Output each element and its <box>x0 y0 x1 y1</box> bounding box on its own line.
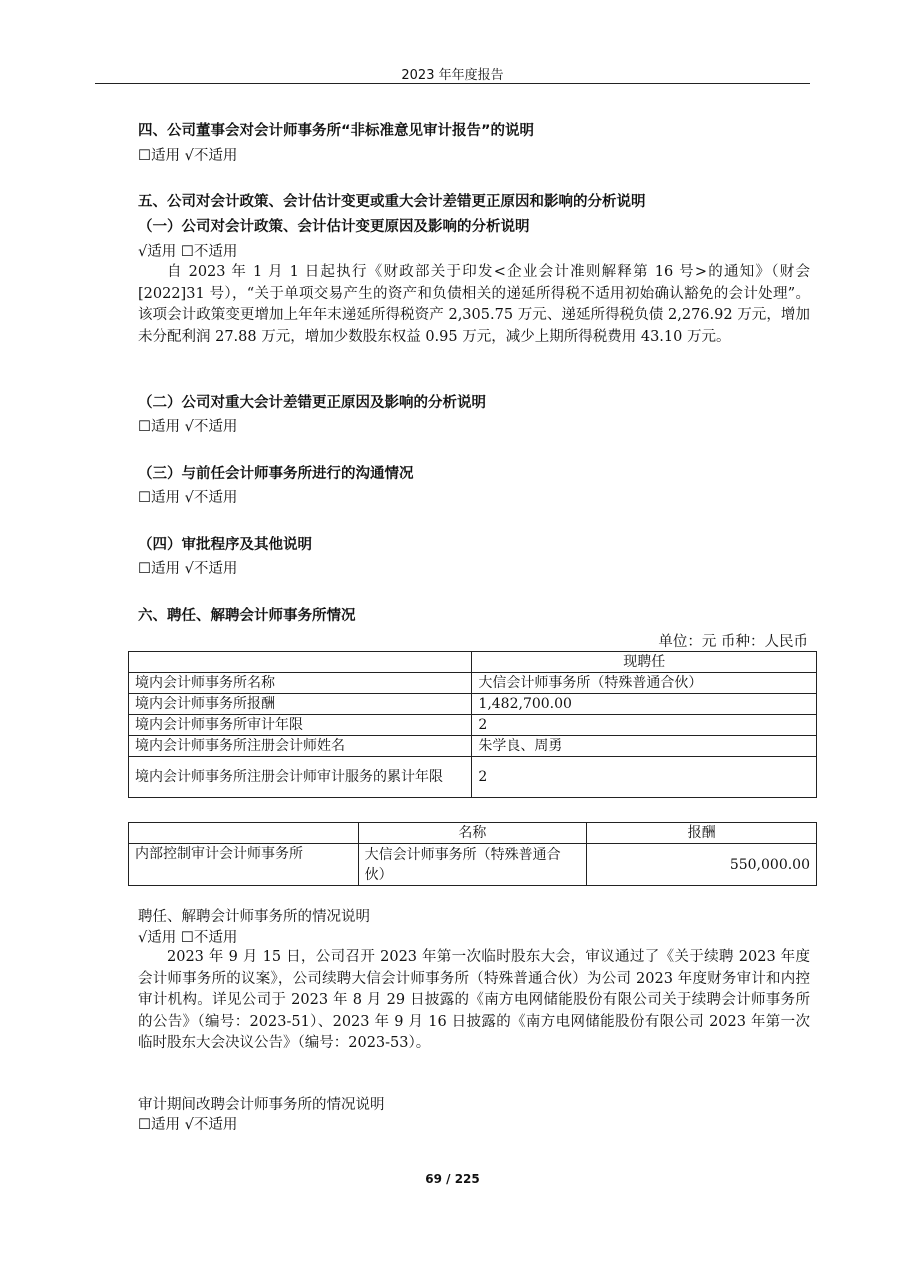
section-5-1-applicability: √适用 ☐不适用 <box>138 244 238 260</box>
section-5-2-applicability: ☐适用 √不适用 <box>138 419 238 435</box>
table-row <box>129 715 817 736</box>
row-label: 境内会计师事务所报酬 <box>129 694 472 715</box>
row-value: 大信会计师事务所（特殊普通合伙） <box>472 673 817 694</box>
row-name: 大信会计师事务所（特殊普通合伙） <box>358 844 587 886</box>
page-number: 69 / 225 <box>425 1172 480 1186</box>
table-header-blank <box>129 823 359 844</box>
section-5-3-applicability: ☐适用 √不适用 <box>138 490 238 506</box>
row-value: 2 <box>472 757 817 798</box>
section-5-3-heading: （三）与前任会计师事务所进行的沟通情况 <box>138 466 414 482</box>
currency-unit: 单位：元 币种：人民币 <box>658 634 808 650</box>
section-5-4-applicability: ☐适用 √不适用 <box>138 561 238 577</box>
section-5-heading: 五、公司对会计政策、会计估计变更或重大会计差错更正原因和影响的分析说明 <box>138 194 646 210</box>
engagement-explanation-title: 聘任、解聘会计师事务所的情况说明 <box>138 909 370 925</box>
section-4-applicability: ☐适用 √不适用 <box>138 148 238 164</box>
table-header-fee: 报酬 <box>587 823 817 844</box>
engagement-applicability: √适用 ☐不适用 <box>138 930 238 946</box>
table-header-row <box>129 652 817 673</box>
section-4-heading: 四、公司董事会对会计师事务所“非标准意见审计报告”的说明 <box>138 123 535 139</box>
auditor-change-title: 审计期间改聘会计师事务所的情况说明 <box>138 1097 385 1113</box>
internal-control-auditor-table <box>128 822 817 886</box>
table-header-name: 名称 <box>358 823 587 844</box>
page-header: 2023 年年度报告 <box>401 68 504 83</box>
table-row <box>129 736 817 757</box>
row-label: 境内会计师事务所注册会计师审计服务的累计年限 <box>129 757 472 798</box>
table-row <box>129 673 817 694</box>
section-6-heading: 六、聘任、解聘会计师事务所情况 <box>138 608 356 624</box>
section-5-1-body: 自 2023 年 1 月 1 日起执行《财政部关于印发<企业会计准则解释第 16 号>的通知》（财会[2022]31 号），“关于单项交易产生的资产和负债相关的递延所得税不适用初始确认豁免的会计处理”。该项会计政策变更增加上年年末递延所得税资产 2,305.75 万元、递延所得税负债 2,276.92 万元，增加未分配利润 27.88 万元，增加少数股东权益 0.95 万元，减少上期所得税费用 43.10 万元。 <box>138 264 810 345</box>
row-value: 2 <box>472 715 817 736</box>
row-value: 朱学良、周勇 <box>472 736 817 757</box>
table-header-blank <box>129 652 472 673</box>
row-value: 1,482,700.00 <box>472 694 817 715</box>
row-label: 境内会计师事务所名称 <box>129 673 472 694</box>
auditor-change-applicability: ☐适用 √不适用 <box>138 1117 238 1133</box>
row-label: 内部控制审计会计师事务所 <box>129 844 359 886</box>
table-header-current: 现聘任 <box>472 652 817 673</box>
table-row <box>129 757 817 798</box>
section-5-4-heading: （四）审批程序及其他说明 <box>138 537 312 553</box>
row-fee: 550,000.00 <box>587 844 817 886</box>
auditor-table <box>128 651 817 798</box>
engagement-explanation-body: 2023 年 9 月 15 日，公司召开 2023 年第一次临时股东大会，审议通过了《关于续聘 2023 年度会计师事务所的议案》，公司续聘大信会计师事务所（特殊普通合伙）为公司 2023 年度财务审计和内控审计机构。详见公司于 2023 年 8 月 29 日披露的《南方电网储能股份有限公司关于续聘会计师事务所的公告》（编号：2023-51）、2023 年 9 月 16 日披露的《南方电网储能股份有限公司 2023 年第一次临时股东大会决议公告》（编号：2023-53）。 <box>138 949 810 1051</box>
table-row <box>129 694 817 715</box>
table-header-row <box>129 823 817 844</box>
row-label: 境内会计师事务所审计年限 <box>129 715 472 736</box>
table-row <box>129 844 817 886</box>
header-rule <box>95 83 810 84</box>
section-5-2-heading: （二）公司对重大会计差错更正原因及影响的分析说明 <box>138 395 486 411</box>
section-5-1-heading: （一）公司对会计政策、会计估计变更原因及影响的分析说明 <box>138 219 530 235</box>
row-label: 境内会计师事务所注册会计师姓名 <box>129 736 472 757</box>
